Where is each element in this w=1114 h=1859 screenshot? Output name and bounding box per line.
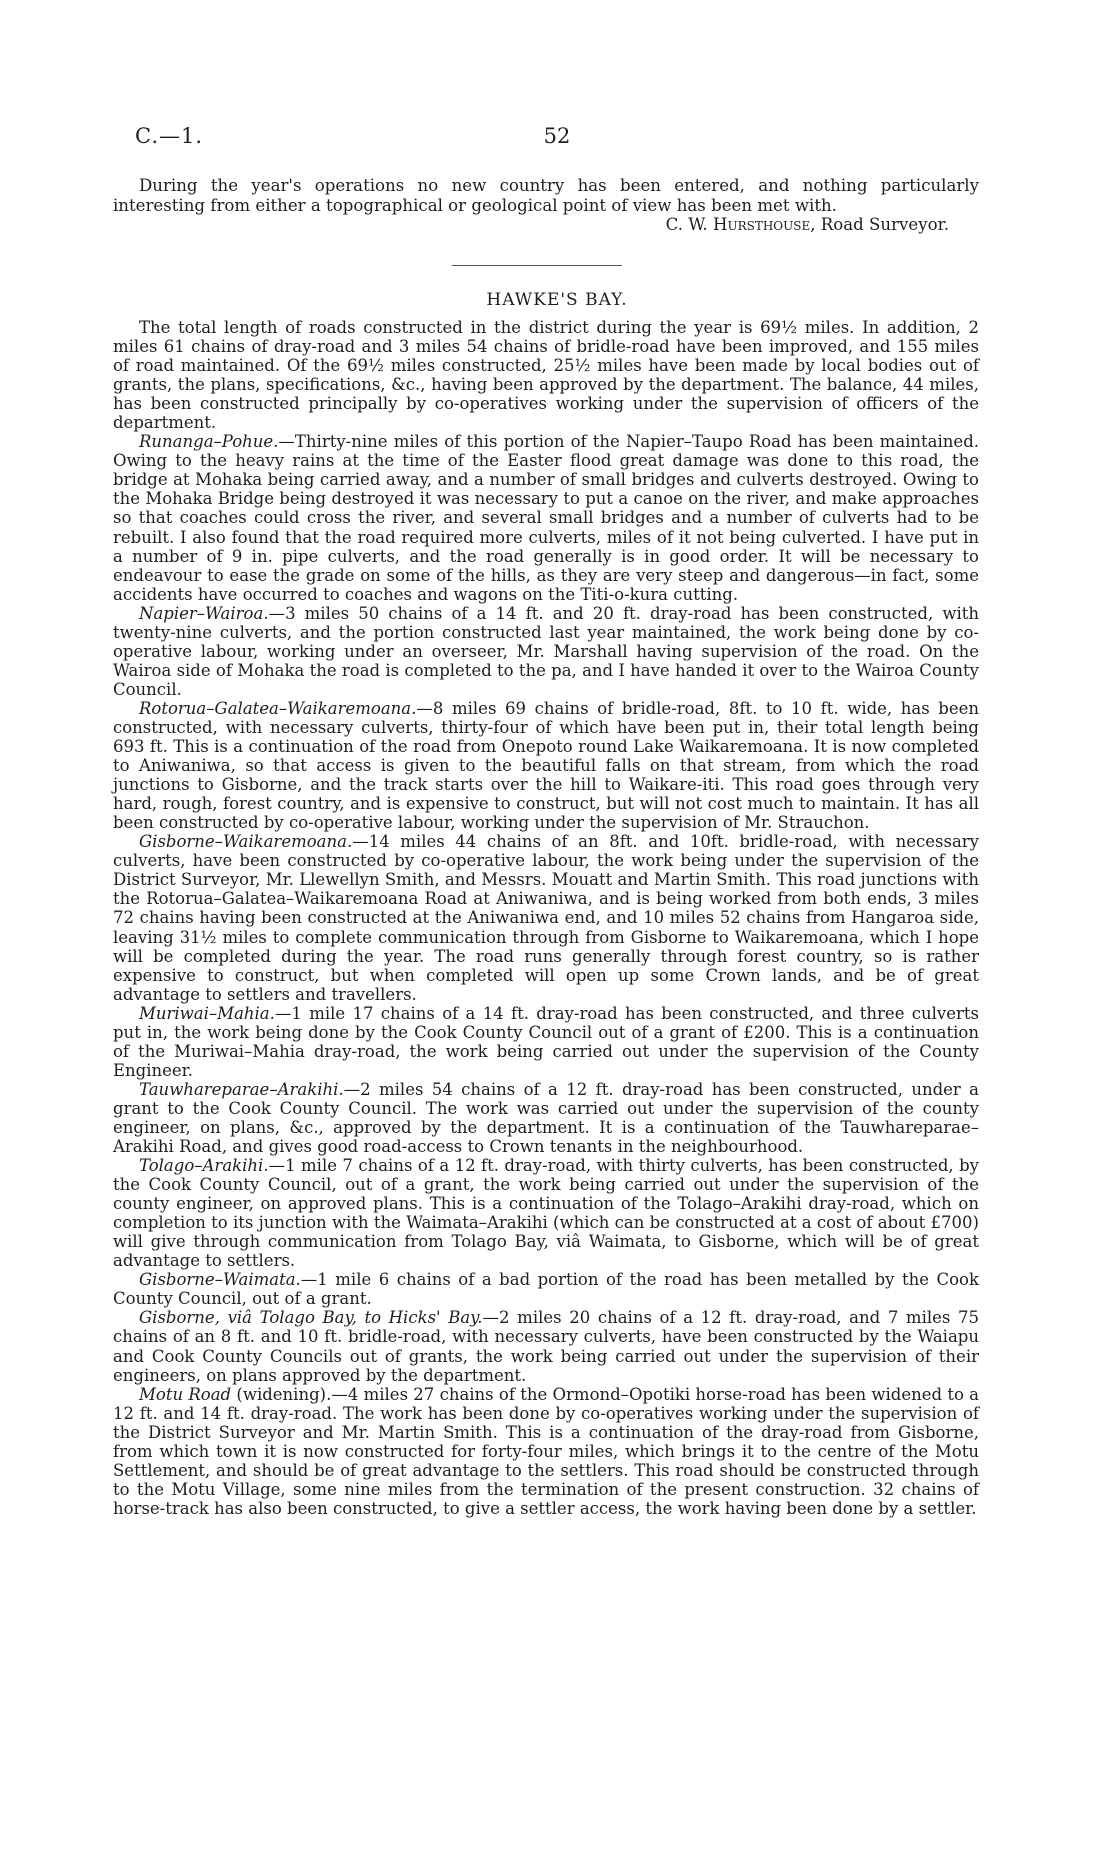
signature-name: Hursthouse xyxy=(712,215,811,234)
paragraph xyxy=(113,604,979,699)
paragraph xyxy=(113,832,979,1003)
paragraph xyxy=(113,1156,979,1270)
page-number: 52 xyxy=(543,124,571,148)
section-title: HAWKE'S BAY. xyxy=(486,290,628,310)
section-body xyxy=(113,318,979,1518)
document-reference: C.—1. xyxy=(135,124,204,148)
signature-suffix: , Road Surveyor. xyxy=(810,215,949,234)
paragraph xyxy=(113,1385,979,1518)
paragraph-text: —14 miles 44 chains of an 8ft. and 10ft. bridle-road, with necessary culverts, have been constructed by co-operative labour, the work being under the supervision of the District Surveyor, Mr. Llewellyn Smith, and Messrs. Mouatt and Martin Smith. This road junctions with the Rotorua–Galatea–Waikaremoana Road at Aniwaniwa, and is being worked from both ends, 3 miles 72 chains having been constructed at the Aniwaniwa end, and 10 miles 52 chains from Hangaroa side, leaving 31½ miles to complete communication through from Gisborne to Waikaremoana, which I hope will be completed during the year. The road runs generally through forest country, so is rather expensive to construct, but when completed will open up some Crown lands, and be of great advantage to settlers and travellers. xyxy=(113,832,979,1004)
paragraph-text: —2 miles 20 chains of a 12 ft. dray-road, and 7 miles 75 chains of an 8 ft. and 10 ft. bridle-road, with necessary culverts, have been constructed by the Waiapu and Cook County Councils out of grants, the work being carried out under the supervision of their engineers, on plans approved by the department. xyxy=(113,1308,979,1385)
paragraph-text: —8 miles 69 chains of bridle-road, 8ft. to 10 ft. wide, has been constructed, with necessary culverts, thirty-four of which have been put in, their total length being 693 ft. This is a continuation of the road from Onepoto round Lake Waikaremoana. It is now completed to Aniwaniwa, so that access is given to the beautiful falls on that stream, from which the road junctions to Gisborne, and the track starts over the hill to Waikare-iti. This road goes through very hard, rough, forest country, and is expensive to construct, but will not cost much to maintain. It has all been constructed by co-operative labour, working under the supervision of Mr. Strauchon. xyxy=(113,698,979,833)
paragraph-text: —1 mile 7 chains of a 12 ft. dray-road, with thirty culverts, has been constructed, by the Cook County Council, out of a grant, the work being carried out under the supervision of the county engineer, on approved plans. This is a continuation of the Tolago–Arakihi dray-road, which on completion to its junction with the Waimata–Arakihi (which can be constructed at a cost of about £700) will give through communication from Tolago Bay, viâ Waimata, to Gisborne, which will be of great advantage to settlers. xyxy=(113,1156,979,1271)
paragraph-title: Tolago–Arakihi. xyxy=(139,1156,269,1176)
paragraph-title: Tauwhareparae–Arakihi. xyxy=(139,1079,344,1099)
paragraph xyxy=(113,699,979,832)
intro-paragraph: During the year's operations no new country has been entered, and nothing particularly interesting from either a topographical or geological point of view has been met with. xyxy=(113,176,979,215)
paragraph-text: —1 mile 6 chains of a bad portion of the road has been metalled by the Cook County Council, out of a grant. xyxy=(113,1270,979,1309)
paragraph xyxy=(113,318,979,432)
page-header xyxy=(135,124,979,154)
paragraph xyxy=(113,432,979,603)
paragraph-text: (widening).—4 miles 27 chains of the Ormond–Opotiki horse-road has been widened to a 12 ft. and 14 ft. dray-road. The work has been done by co-operatives working under the supervision of the District Surveyor and Mr. Martin Smith. This is a continuation of the dray-road from Gisborne, from which town it is now constructed for forty-four miles, which brings it to the centre of the Motu Settlement, and should be of great advantage to the settlers. This road should be constructed through to the Motu Village, some nine miles from the termination of the present construction. 32 chains of horse-track has also been constructed, to give a settler access, the work having been done by a settler. xyxy=(113,1384,979,1518)
paragraph-title: Gisborne–Waikaremoana. xyxy=(139,832,353,852)
paragraph xyxy=(113,1308,979,1384)
paragraph-title: Motu Road xyxy=(139,1384,232,1404)
paragraph-title: Gisborne–Waimata. xyxy=(139,1270,301,1290)
intro-section xyxy=(113,176,979,235)
paragraph-title: Napier–Wairoa. xyxy=(139,603,269,623)
section-divider xyxy=(452,265,622,266)
paragraph-title: Muriwai–Mahia. xyxy=(139,1003,275,1023)
paragraph-text: —3 miles 50 chains of a 14 ft. and 20 ft. dray-road has been constructed, with twenty-nine culverts, and the portion constructed last year maintained, the work being done by co-operative labour, working under an overseer, Mr. Marshall having supervision of the road. On the Wairoa side of Mohaka the road is completed to the pa, and I have handed it over to the Wairoa County Council. xyxy=(113,603,979,699)
paragraph-text: —Thirty-nine miles of this portion of the Napier–Taupo Road has been maintained. Owing to the heavy rains at the time of the Easter flood great damage was done to this road, the bridge at Mohaka being carried away, and a number of small bridges and culverts destroyed. Owing to the Mohaka Bridge being destroyed it was necessary to put a canoe on the river, and make approaches so that coaches could cross the river, and several small bridges and a number of culverts had to be rebuilt. I also found that the road required more culverts, miles of it not being culverted. I have put in a number of 9 in. pipe culverts, and the road generally is in good order. It will be necessary to endeavour to ease the grade on some of the hills, as they are very steep and dangerous—in fact, some accidents have occurred to coaches and wagons on the Titi-o-kura cutting. xyxy=(113,432,979,604)
signature-prefix: C. W. xyxy=(665,215,713,234)
paragraph-title: Rotorua–Galatea–Waikaremoana. xyxy=(139,698,417,718)
paragraph-text: —2 miles 54 chains of a 12 ft. dray-road has been constructed, under a grant to the Cook County Council. The work was carried out under the supervision of the county engineer, on plans, &c., approved by the department. It is a continuation of the Tauwhareparae–Arakihi Road, and gives good road-access to Crown tenants in the neighbourhood. xyxy=(113,1079,979,1157)
signature xyxy=(113,215,979,235)
paragraph-text: The total length of roads constructed in the district during the year is 69½ miles. In addition, 2 miles 61 chains of dray-road and 3 miles 54 chains of bridle-road have been improved, and 155 miles of road maintained. Of the 69½ miles constructed, 25½ miles have been made by local bodies out of grants, the plans, specifications, &c., having been approved by the department. The balance, 44 miles, has been constructed principally by co-operatives working under the supervision of officers of the department. xyxy=(113,318,979,433)
paragraph-title: Runanga–Pohue. xyxy=(139,432,279,452)
paragraph xyxy=(113,1270,979,1308)
paragraph-text: —1 mile 17 chains of a 14 ft. dray-road has been constructed, and three culverts put in, the work being done by the Cook County Council out of a grant of £200. This is a continuation of the Muriwai–Mahia dray-road, the work being carried out under the supervision of the County Engineer. xyxy=(113,1003,979,1080)
paragraph xyxy=(113,1004,979,1080)
paragraph xyxy=(113,1080,979,1156)
paragraph-title: Gisborne, viâ Tolago Bay, to Hicks' Bay. xyxy=(139,1308,483,1328)
